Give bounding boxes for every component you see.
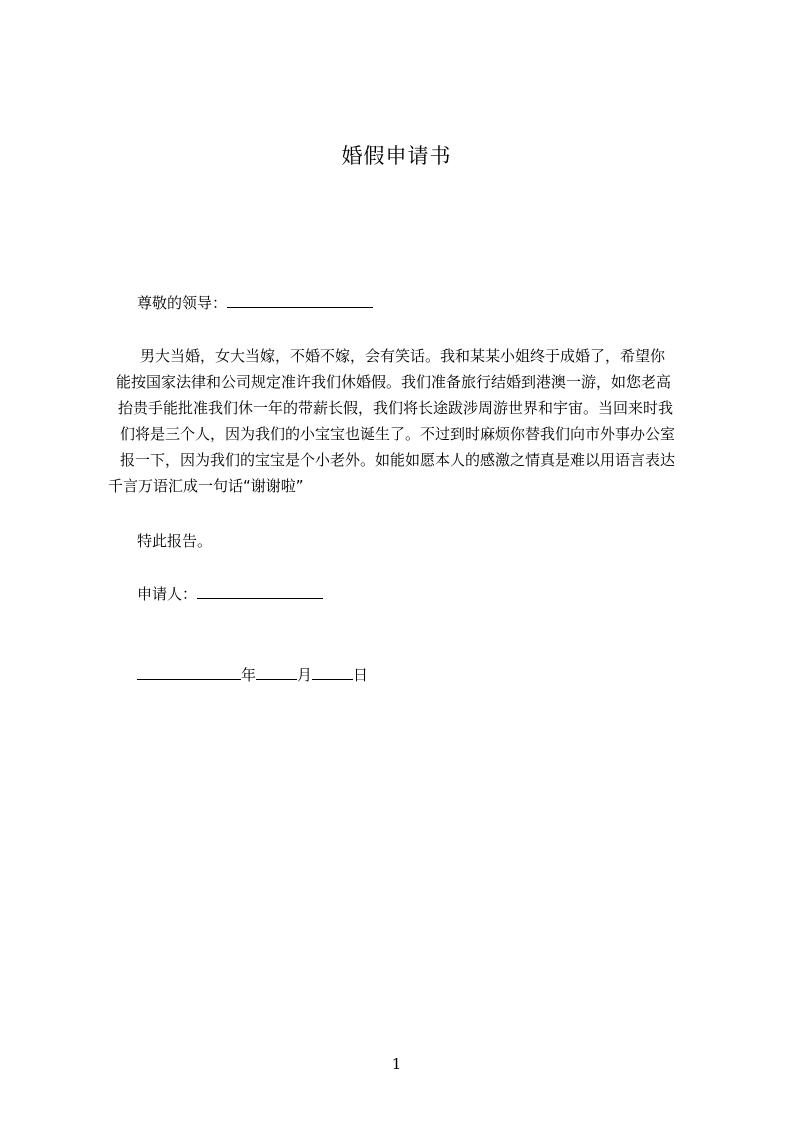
page-number: 1: [391, 1055, 402, 1073]
salutation-text: 尊敬的领导：: [137, 294, 228, 312]
body-line-3: 抬贵手能批准我们休一年的带薪长假，我们将长途跋涉周游世界和宇宙。当回来时我: [118, 399, 674, 417]
date-year-blank: [137, 664, 241, 680]
date-year-label: 年: [241, 666, 257, 684]
date-month-label: 月: [297, 666, 313, 684]
date-month-blank: [256, 664, 297, 680]
closing-line: 特此报告。: [137, 532, 213, 550]
applicant-line: [137, 583, 323, 604]
body-line-4: 们将是三个人，因为我们的小宝宝也诞生了。不过到时麻烦你替我们向市外事办公室: [120, 425, 676, 443]
salutation-line: [137, 292, 373, 313]
document-title: 婚假申请书: [341, 144, 452, 168]
date-day-blank: [312, 664, 353, 680]
leader-name-blank: [227, 292, 373, 308]
date-line: [137, 664, 368, 685]
body-line-1: 男大当婚，女大当嫁，不婚不嫁，会有笑话。我和某某小姐终于成婚了，希望你: [140, 347, 666, 365]
applicant-name-blank: [197, 583, 323, 599]
applicant-label: 申请人：: [137, 585, 198, 603]
body-line-2: 能按国家法律和公司规定准许我们休婚假。我们准备旅行结婚到港澳一游，如您老高: [116, 373, 672, 391]
body-line-5: 报一下，因为我们的宝宝是个小老外。如能如愿本人的感激之情真是难以用语言表达: [120, 451, 676, 469]
date-day-label: 日: [353, 666, 369, 684]
body-line-6: 千言万语汇成一句话“谢谢啦”: [108, 477, 304, 495]
